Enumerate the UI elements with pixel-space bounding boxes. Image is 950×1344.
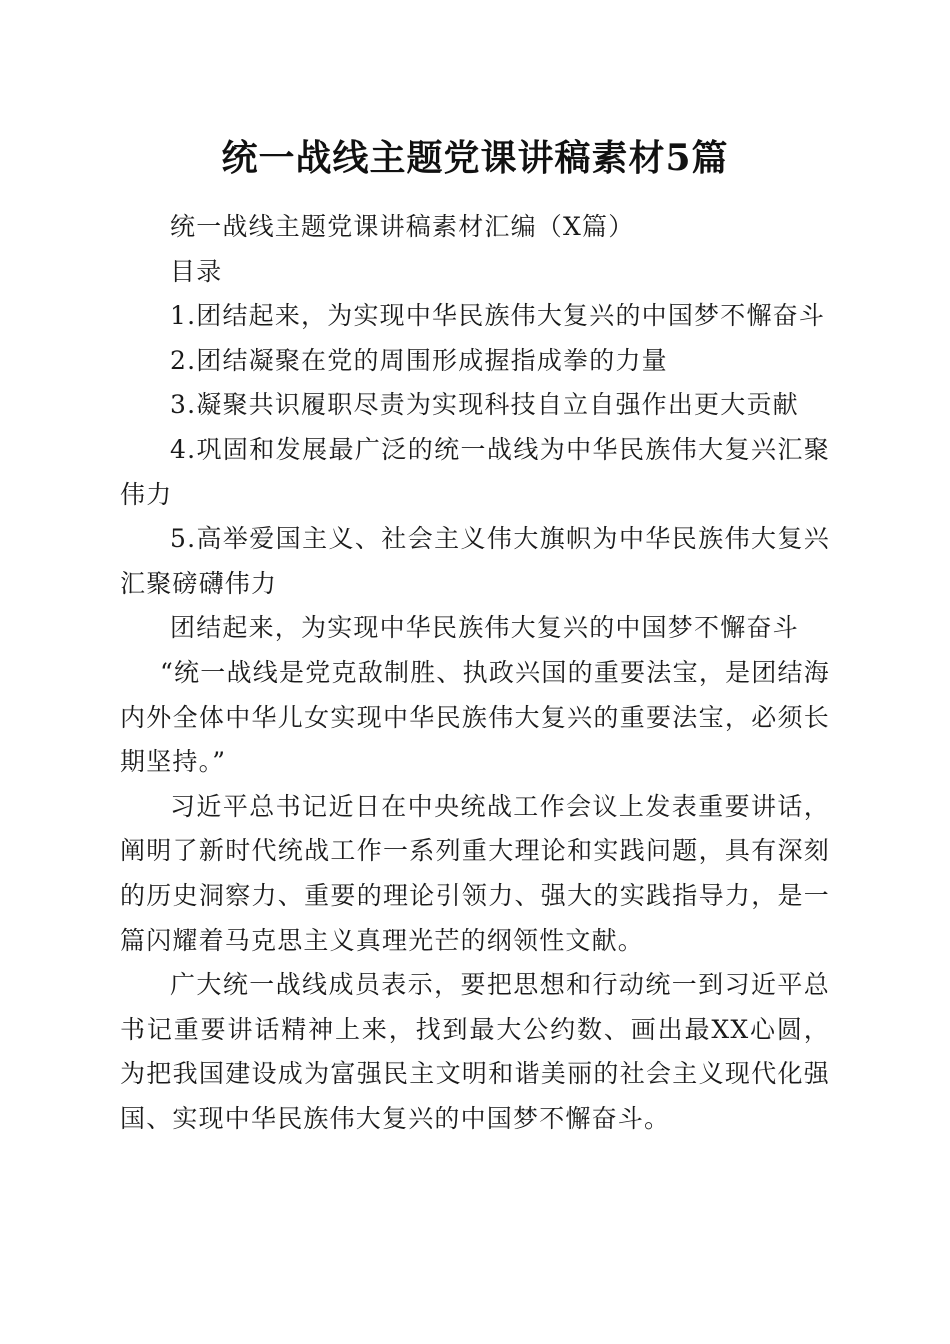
toc-item-2: 2.团结凝聚在党的周围形成握指成拳的力量	[170, 345, 668, 375]
toc-heading: 目录	[170, 256, 223, 286]
document-subtitle: 统一战线主题党课讲稿素材汇编（X篇）	[170, 212, 635, 241]
toc-item-5: 5.高举爱国主义、社会主义伟大旗帜为中华民族伟大复兴汇聚磅礴伟力	[120, 524, 830, 598]
paragraph-2: 习近平总书记近日在中央统战工作会议上发表重要讲话，阐明了新时代统战工作一系列重大理论和实践问题，具有深刻的历史洞察力、重要的理论引领力、强大的实践指导力，是一篇闪耀着马克思主义真理光芒的纲领性文献。	[120, 791, 830, 955]
toc-item-3: 3.凝聚共识履职尽责为实现科技自立自强作出更大贡献	[170, 390, 799, 420]
section-title: 团结起来，为实现中华民族伟大复兴的中国梦不懈奋斗	[170, 613, 799, 643]
toc-item-1: 1.团结起来，为实现中华民族伟大复兴的中国梦不懈奋斗	[170, 301, 826, 331]
paragraph-quote: “统一战线是党克敌制胜、执政兴国的重要法宝，是团结海内外全体中华儿女实现中华民族伟大复兴的重要法宝，必须长期坚持。”	[120, 657, 830, 777]
paragraph-3: 广大统一战线成员表示，要把思想和行动统一到习近平总书记重要讲话精神上来，找到最大公约数、画出最XX心圆，为把我国建设成为富强民主文明和谐美丽的社会主义现代化强国、实现中华民族伟大复兴的中国梦不懈奋斗。	[120, 970, 830, 1133]
document-body	[120, 205, 830, 1141]
document-title: 统一战线主题党课讲稿素材5篇	[221, 137, 729, 179]
toc-item-4: 4.巩固和发展最广泛的统一战线为中华民族伟大复兴汇聚伟力	[120, 434, 830, 509]
